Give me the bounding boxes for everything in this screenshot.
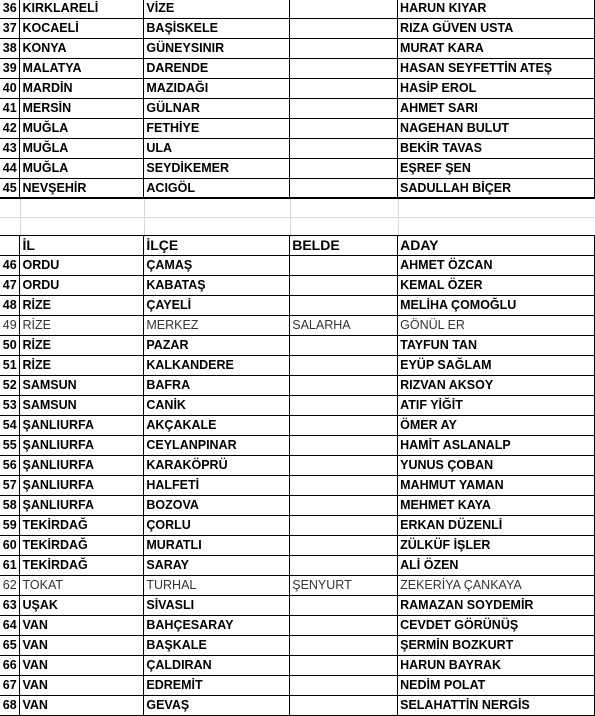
cell-ilce: SİVASLI (144, 596, 290, 616)
cell-belde (290, 476, 398, 496)
cell-aday: EYÜP SAĞLAM (398, 356, 595, 376)
cell-il: KIRKLARELİ (20, 0, 144, 19)
cell-ilce: ÇORLU (144, 516, 290, 536)
cell-aday: TAYFUN TAN (398, 336, 595, 356)
cell-no: 68 (0, 696, 20, 716)
cell-ilce: GÜNEYSINIR (144, 39, 290, 59)
header-belde: BELDE (290, 236, 398, 256)
cell-no: 58 (0, 496, 20, 516)
cell-ilce: GEVAŞ (144, 696, 290, 716)
cell-belde (290, 296, 398, 316)
cell-il: TOKAT (20, 576, 144, 596)
cell-belde: SALARHA (290, 316, 398, 336)
table-row (0, 179, 595, 199)
cell-ilce: TURHAL (144, 576, 290, 596)
cell-il: TEKİRDAĞ (20, 516, 144, 536)
cell-no: 52 (0, 376, 20, 396)
cell-aday: YUNUS ÇOBAN (398, 456, 595, 476)
cell-belde (290, 39, 398, 59)
table-row (0, 436, 595, 456)
table-row (0, 396, 595, 416)
cell-no: 38 (0, 39, 20, 59)
cell-belde (290, 119, 398, 139)
cell-no: 48 (0, 296, 20, 316)
cell-il: UŞAK (20, 596, 144, 616)
cell-no: 51 (0, 356, 20, 376)
cell-il: MUĞLA (20, 119, 144, 139)
cell-belde (290, 99, 398, 119)
cell-aday: KEMAL ÖZER (398, 276, 595, 296)
cell-ilce: BOZOVA (144, 496, 290, 516)
cell-ilce: MURATLI (144, 536, 290, 556)
cell-belde (290, 516, 398, 536)
table-row (0, 696, 595, 716)
cell-no: 37 (0, 19, 20, 39)
table-row (0, 416, 595, 436)
cell-no: 61 (0, 556, 20, 576)
cell-il: RİZE (20, 336, 144, 356)
cell-il: ORDU (20, 276, 144, 296)
cell-no: 39 (0, 59, 20, 79)
cell-ilce: BAHÇESARAY (144, 616, 290, 636)
cell-no: 60 (0, 536, 20, 556)
cell-no: 67 (0, 676, 20, 696)
cell-no: 46 (0, 256, 20, 276)
cell-aday: NEDİM POLAT (398, 676, 595, 696)
table-row (0, 576, 595, 596)
cell-aday: NAGEHAN BULUT (398, 119, 595, 139)
cell-aday: AHMET SARI (398, 99, 595, 119)
cell-il: ŞANLIURFA (20, 496, 144, 516)
cell-ilce: MERKEZ (144, 316, 290, 336)
cell-ilce: ÇAMAŞ (144, 256, 290, 276)
cell-il: MALATYA (20, 59, 144, 79)
cell-ilce: BAFRA (144, 376, 290, 396)
cell-no: 57 (0, 476, 20, 496)
cell-ilce: AKÇAKALE (144, 416, 290, 436)
cell-aday: RIZA GÜVEN USTA (398, 19, 595, 39)
cell-aday: GÖNÜL ER (398, 316, 595, 336)
cell-aday: SELAHATTİN NERGİS (398, 696, 595, 716)
header-aday: ADAY (398, 236, 595, 256)
cell-no: 53 (0, 396, 20, 416)
cell-ilce: PAZAR (144, 336, 290, 356)
cell-il: ŞANLIURFA (20, 476, 144, 496)
table-row (0, 79, 595, 99)
cell-aday: ATIF YİĞİT (398, 396, 595, 416)
cell-aday: RIZVAN AKSOY (398, 376, 595, 396)
cell-aday: ALİ ÖZEN (398, 556, 595, 576)
cell-no: 47 (0, 276, 20, 296)
cell-belde (290, 536, 398, 556)
cell-aday: EŞREF ŞEN (398, 159, 595, 179)
cell-ilce: BAŞİSKELE (144, 19, 290, 39)
cell-il: SAMSUN (20, 396, 144, 416)
cell-il: VAN (20, 636, 144, 656)
cell-belde (290, 636, 398, 656)
cell-no: 40 (0, 79, 20, 99)
cell-ilce: EDREMİT (144, 676, 290, 696)
cell-ilce: BAŞKALE (144, 636, 290, 656)
cell-belde (290, 79, 398, 99)
cell-no: 43 (0, 139, 20, 159)
cell-il: TEKİRDAĞ (20, 536, 144, 556)
cell-ilce: CEYLANPINAR (144, 436, 290, 456)
header-row (0, 236, 595, 256)
cell-il: MERSİN (20, 99, 144, 119)
table-row (0, 39, 595, 59)
table-row (0, 99, 595, 119)
cell-ilce: KABATAŞ (144, 276, 290, 296)
cell-aday: MELİHA ÇOMOĞLU (398, 296, 595, 316)
table-row (0, 656, 595, 676)
cell-aday: MURAT KARA (398, 39, 595, 59)
cell-no: 63 (0, 596, 20, 616)
table-row (0, 256, 595, 276)
cell-aday: HASİP EROL (398, 79, 595, 99)
cell-aday: SADULLAH BİÇER (398, 179, 595, 199)
cell-no: 45 (0, 179, 20, 199)
cell-il: VAN (20, 676, 144, 696)
cell-no: 56 (0, 456, 20, 476)
header-il: İL (20, 236, 144, 256)
cell-il: RİZE (20, 316, 144, 336)
cell-ilce: ÇALDIRAN (144, 656, 290, 676)
cell-il: RİZE (20, 296, 144, 316)
table-row (0, 356, 595, 376)
cell-no: 42 (0, 119, 20, 139)
cell-il: MARDİN (20, 79, 144, 99)
cell-ilce: ACIGÖL (144, 179, 290, 199)
cell-belde (290, 276, 398, 296)
cell-ilce: HALFETİ (144, 476, 290, 496)
cell-aday: HASAN SEYFETTİN ATEŞ (398, 59, 595, 79)
spreadsheet-gap (0, 197, 595, 237)
cell-il: SAMSUN (20, 376, 144, 396)
cell-no: 55 (0, 436, 20, 456)
cell-belde (290, 376, 398, 396)
cell-belde (290, 556, 398, 576)
cell-il: RİZE (20, 356, 144, 376)
table-row (0, 596, 595, 616)
cell-aday: ERKAN DÜZENLİ (398, 516, 595, 536)
table-row (0, 476, 595, 496)
cell-ilce: KARAKÖPRÜ (144, 456, 290, 476)
cell-no: 50 (0, 336, 20, 356)
cell-ilce: KALKANDERE (144, 356, 290, 376)
cell-ilce: SARAY (144, 556, 290, 576)
cell-no: 49 (0, 316, 20, 336)
table-row (0, 636, 595, 656)
table-row (0, 119, 595, 139)
cell-il: ŞANLIURFA (20, 436, 144, 456)
cell-belde (290, 616, 398, 636)
cell-no: 62 (0, 576, 20, 596)
cell-aday: ZÜLKÜF İŞLER (398, 536, 595, 556)
cell-no: 44 (0, 159, 20, 179)
cell-il: MUĞLA (20, 159, 144, 179)
cell-no: 64 (0, 616, 20, 636)
cell-ilce: FETHİYE (144, 119, 290, 139)
table-row (0, 536, 595, 556)
cell-il: TEKİRDAĞ (20, 556, 144, 576)
header-no (0, 236, 20, 256)
cell-belde (290, 656, 398, 676)
table-row (0, 19, 595, 39)
table-row (0, 139, 595, 159)
cell-ilce: CANİK (144, 396, 290, 416)
cell-belde (290, 256, 398, 276)
cell-no: 41 (0, 99, 20, 119)
cell-no: 54 (0, 416, 20, 436)
cell-belde (290, 676, 398, 696)
cell-belde (290, 159, 398, 179)
table-row (0, 676, 595, 696)
cell-aday: ŞERMİN BOZKURT (398, 636, 595, 656)
cell-belde (290, 336, 398, 356)
candidate-table-bottom (0, 235, 595, 716)
cell-il: VAN (20, 656, 144, 676)
cell-ilce: VİZE (144, 0, 290, 19)
cell-aday: ZEKERİYA ÇANKAYA (398, 576, 595, 596)
cell-il: VAN (20, 696, 144, 716)
table-row (0, 336, 595, 356)
cell-il: NEVŞEHİR (20, 179, 144, 199)
cell-aday: HARUN BAYRAK (398, 656, 595, 676)
cell-il: KOCAELİ (20, 19, 144, 39)
table-row (0, 316, 595, 336)
cell-aday: BEKİR TAVAS (398, 139, 595, 159)
table-row (0, 0, 595, 19)
table-row (0, 556, 595, 576)
table-row (0, 159, 595, 179)
cell-belde: ŞENYURT (290, 576, 398, 596)
cell-il: VAN (20, 616, 144, 636)
table-row (0, 616, 595, 636)
cell-il: MUĞLA (20, 139, 144, 159)
cell-aday: MAHMUT YAMAN (398, 476, 595, 496)
table-row (0, 376, 595, 396)
table-row (0, 516, 595, 536)
header-ilce: İLÇE (144, 236, 290, 256)
cell-belde (290, 596, 398, 616)
cell-il: ŞANLIURFA (20, 456, 144, 476)
cell-ilce: MAZIDAĞI (144, 79, 290, 99)
cell-belde (290, 396, 398, 416)
cell-ilce: GÜLNAR (144, 99, 290, 119)
cell-belde (290, 59, 398, 79)
cell-belde (290, 496, 398, 516)
cell-belde (290, 179, 398, 199)
table-row (0, 456, 595, 476)
cell-aday: ÖMER AY (398, 416, 595, 436)
cell-belde (290, 0, 398, 19)
cell-belde (290, 696, 398, 716)
cell-no: 66 (0, 656, 20, 676)
cell-belde (290, 456, 398, 476)
cell-belde (290, 356, 398, 376)
cell-belde (290, 19, 398, 39)
table-body-bottom (0, 256, 595, 716)
table-row (0, 59, 595, 79)
table-row (0, 296, 595, 316)
cell-aday: HAMİT ASLANALP (398, 436, 595, 456)
cell-aday: RAMAZAN SOYDEMİR (398, 596, 595, 616)
cell-ilce: DARENDE (144, 59, 290, 79)
cell-ilce: ULA (144, 139, 290, 159)
cell-il: ŞANLIURFA (20, 416, 144, 436)
cell-ilce: SEYDİKEMER (144, 159, 290, 179)
candidate-table-top (0, 0, 595, 199)
cell-belde (290, 139, 398, 159)
table-row (0, 276, 595, 296)
cell-no: 65 (0, 636, 20, 656)
cell-aday: AHMET ÖZCAN (398, 256, 595, 276)
cell-aday: CEVDET GÖRÜNÜŞ (398, 616, 595, 636)
cell-ilce: ÇAYELİ (144, 296, 290, 316)
cell-no: 36 (0, 0, 20, 19)
table-row (0, 496, 595, 516)
cell-belde (290, 436, 398, 456)
cell-aday: HARUN KIYAR (398, 0, 595, 19)
cell-belde (290, 416, 398, 436)
cell-il: KONYA (20, 39, 144, 59)
table-body-top (0, 0, 595, 199)
cell-il: ORDU (20, 256, 144, 276)
cell-aday: MEHMET KAYA (398, 496, 595, 516)
cell-no: 59 (0, 516, 20, 536)
